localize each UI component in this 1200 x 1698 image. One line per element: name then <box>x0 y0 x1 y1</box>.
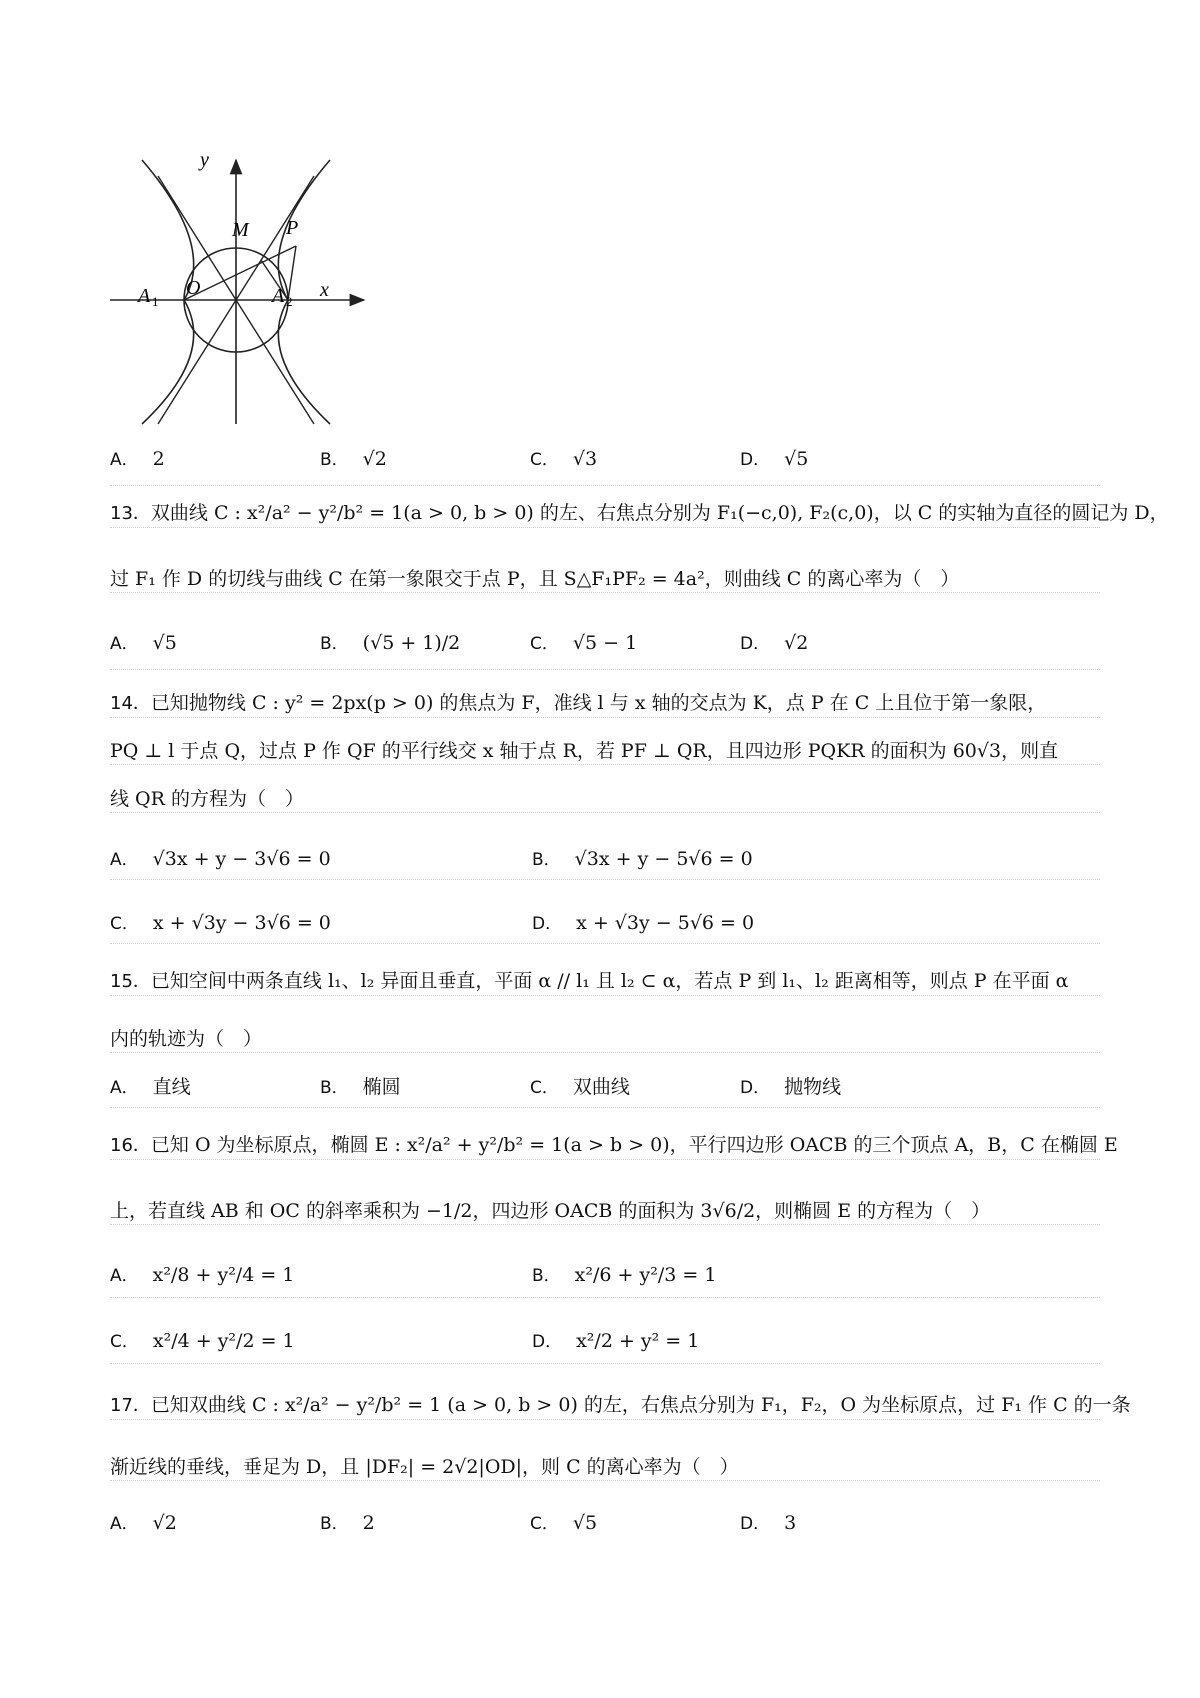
q16-line-1: 16．已知 O 为坐标原点，椭圆 E : x²/a² + y²/b² = 1(a > b > 0)，平行四边形 OACB 的三个顶点 A，B，C 在椭圆 E <box>110 1132 1100 1160</box>
q12-option-d[interactable]: D． √5 <box>740 448 809 470</box>
q17-line-2: 渐近线的垂线，垂足为 D，且 |DF₂| = 2√2|OD|，则 C 的离心率为（ ） <box>110 1454 1100 1481</box>
q14-option-d[interactable]: D． x + √3y − 5√6 = 0 <box>532 912 755 934</box>
q13-option-a[interactable]: A． √5 <box>110 632 177 654</box>
q12-option-a[interactable]: A． 2 <box>110 448 165 470</box>
q17-option-b[interactable]: B． 2 <box>320 1512 375 1534</box>
q15-option-c[interactable]: C． 双曲线 <box>530 1076 630 1098</box>
label-o: O <box>186 277 201 299</box>
label-m: M <box>232 219 249 241</box>
q13-option-b[interactable]: B． (√5 + 1)/2 <box>320 632 461 654</box>
q16-option-b[interactable]: B． x²/6 + y²/3 = 1 <box>532 1264 717 1286</box>
q15-option-a[interactable]: A． 直线 <box>110 1076 191 1098</box>
label-x: x <box>320 279 329 301</box>
q14-line-2: PQ ⊥ l 于点 Q，过点 P 作 QF 的平行线交 x 轴于点 R，若 PF ⊥ QR，且四边形 PQKR 的面积为 60√3，则直 <box>110 738 1100 765</box>
q15-option-b[interactable]: B． 椭圆 <box>320 1076 401 1098</box>
label-a1: A <box>138 285 151 307</box>
q14-options-row-2 <box>110 910 1100 944</box>
q16-options-row-1 <box>110 1262 1100 1298</box>
label-a2: A <box>272 285 285 307</box>
label-p: P <box>286 217 299 239</box>
q14-option-c[interactable]: C． x + √3y − 3√6 = 0 <box>110 912 331 934</box>
q12-option-b[interactable]: B． √2 <box>320 448 387 470</box>
q15-options-row <box>110 1074 1100 1108</box>
q15-line-2: 内的轨迹为（ ） <box>110 1026 1100 1053</box>
q16-options-row-2 <box>110 1328 1100 1364</box>
q17-options-row <box>110 1510 1100 1544</box>
q14-option-b[interactable]: B． √3x + y − 5√6 = 0 <box>532 848 753 870</box>
label-a2-sub: 2 <box>286 294 293 309</box>
q17-option-d[interactable]: D． 3 <box>740 1512 797 1534</box>
q16-option-c[interactable]: C． x²/4 + y²/2 = 1 <box>110 1330 295 1352</box>
q12-options-row <box>110 446 1100 486</box>
label-a1-sub: 1 <box>152 294 159 309</box>
q16-option-a[interactable]: A． x²/8 + y²/4 = 1 <box>110 1264 295 1286</box>
q17-line-1: 17．已知双曲线 C : x²/a² − y²/b² = 1 (a > 0, b > 0) 的左，右焦点分别为 F₁，F₂，O 为坐标原点，过 F₁ 作 C 的一条 <box>110 1392 1100 1420</box>
q17-option-a[interactable]: A． √2 <box>110 1512 177 1534</box>
q17-option-c[interactable]: C． √5 <box>530 1512 598 1534</box>
q13-line-1: 13．双曲线 C : x²/a² − y²/b² = 1(a > 0, b > 0) 的左、右焦点分别为 F₁(−c,0), F₂(c,0)，以 C 的实轴为直径的圆记为 D， <box>110 500 1100 528</box>
q15-option-d[interactable]: D． 抛物线 <box>740 1076 842 1098</box>
label-y: y <box>200 156 209 171</box>
line-p-a2 <box>288 246 296 300</box>
q14-line-1: 14．已知抛物线 C : y² = 2px(p > 0) 的焦点为 F，准线 l 与 x 轴的交点为 K，点 P 在 C 上且位于第一象限， <box>110 690 1100 718</box>
q12-option-c[interactable]: C． √3 <box>530 448 598 470</box>
q15-line-1: 15．已知空间中两条直线 l₁、l₂ 异面且垂直，平面 α // l₁ 且 l₂ ⊂ α，若点 P 到 l₁、l₂ 距离相等，则点 P 在平面 α <box>110 968 1100 996</box>
hyperbola-circle-figure <box>108 156 372 426</box>
q13-options-row <box>110 630 1100 670</box>
q16-option-d[interactable]: D． x²/2 + y² = 1 <box>532 1330 700 1352</box>
q14-options-row-1 <box>110 846 1100 880</box>
q13-option-c[interactable]: C． √5 − 1 <box>530 632 638 654</box>
q13-option-d[interactable]: D． √2 <box>740 632 809 654</box>
q14-option-a[interactable]: A． √3x + y − 3√6 = 0 <box>110 848 331 870</box>
q14-line-3: 线 QR 的方程为（ ） <box>110 786 1100 813</box>
q16-line-2: 上，若直线 AB 和 OC 的斜率乘积为 −1/2，四边形 OACB 的面积为 3√6/2，则椭圆 E 的方程为（ ） <box>110 1198 1100 1225</box>
q13-line-2: 过 F₁ 作 D 的切线与曲线 C 在第一象限交于点 P，且 S△F₁PF₂ = 4a²，则曲线 C 的离心率为（ ） <box>110 566 1100 593</box>
